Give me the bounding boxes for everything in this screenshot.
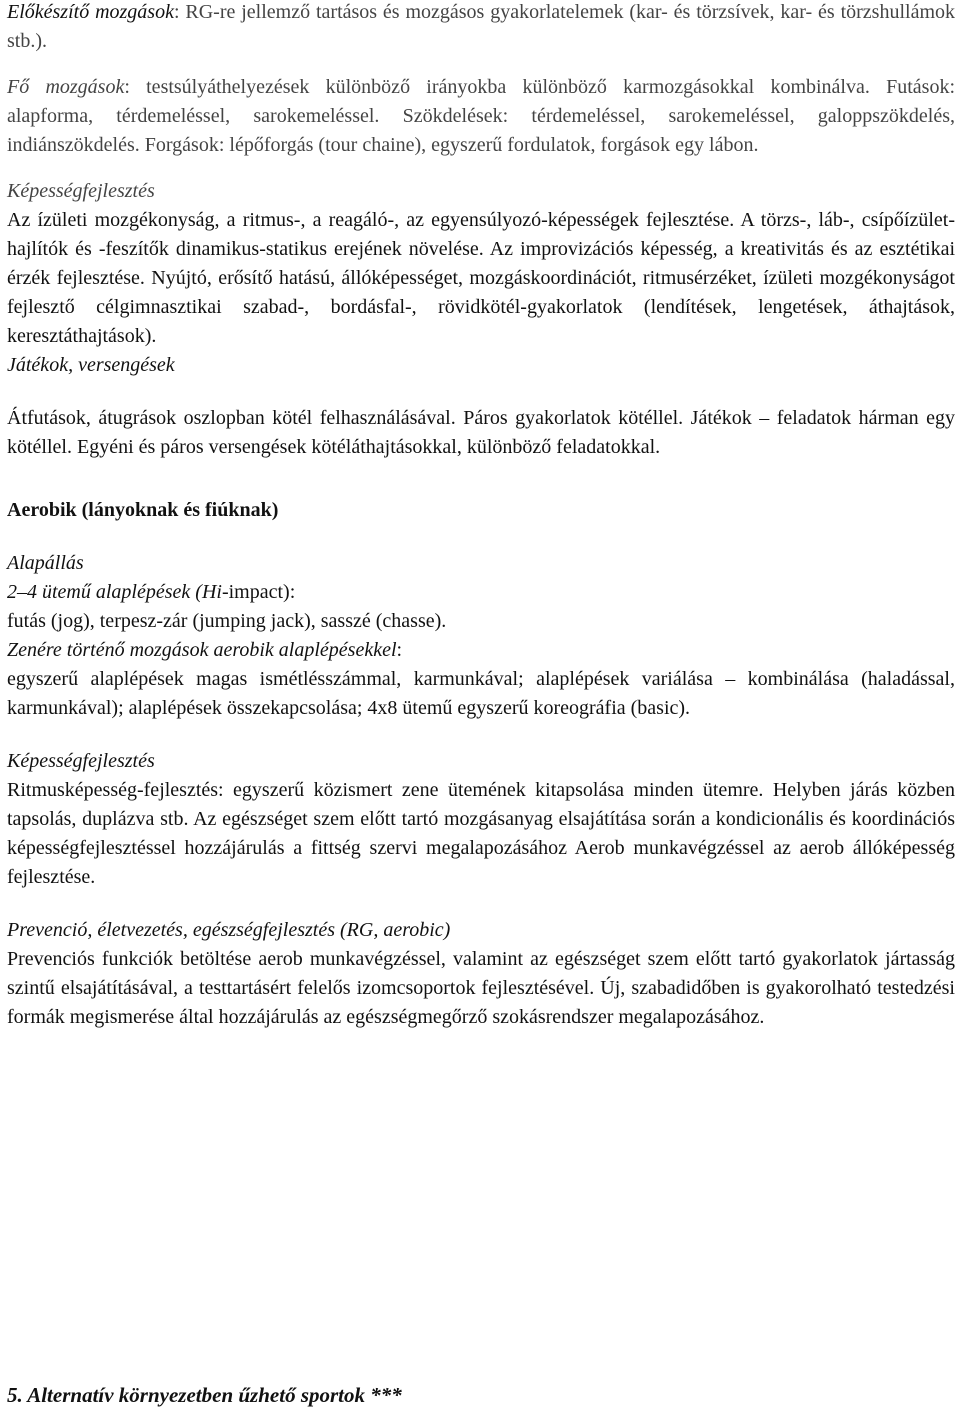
paragraph-prevencio: Prevenciós funkciók betöltése aerob munkavégzéssel, valamint az egészséget szem előtt tartó gyakorlatok jártasság szintű elsajátításával, a testtartásért felelős izomcsoportok fejlesztésével. Új, szabadidőben is gyakorolható testedzési formák megismerése által hozzájárulás az egészségmegőrző szokásrendszer megalapozásához. xyxy=(7,948,955,1028)
heading-kepessegfejlesztes-1: Képességfejlesztés xyxy=(7,180,155,202)
alaplepesek-suffix: -impact): xyxy=(221,581,296,603)
heading-kepessegfejlesztes-2: Képességfejlesztés xyxy=(7,750,155,772)
paragraph-jatekok: Átfutások, átugrások oszlopban kötél felhasználásával. Páros gyakorlatok kötéllel. Játékok – feladatok hárman egy kötéllel. Egyéni és páros versengések kötéláthajtásokkal, különböző feladatokkal. xyxy=(7,407,955,458)
text-fo-mozgasok: : testsúlyáthelyezések különböző irányokba különböző karmozgásokkal kombinálva. Futások: alapforma, térdemeléssel, sarokemeléssel. Szökdelések: térdemeléssel, sarokemeléssel, galoppszökdelés, indiánszökdelés. Forgások: lépőforgás (tour chaine), egyszerű fordulatok, forgások egy lábon. xyxy=(7,76,955,156)
heading-alaplepesek xyxy=(7,578,955,607)
heading-zenere xyxy=(7,636,955,665)
alaplepesek-hi: Hi xyxy=(201,581,222,603)
document-page xyxy=(7,0,955,1032)
heading-jatekok: Játékok, versengések xyxy=(7,354,175,376)
alaplepesek-prefix: 2–4 ütemű alaplépések ( xyxy=(7,581,202,603)
paragraph-fo-mozgasok xyxy=(7,73,955,160)
heading-alapallas: Alapállás xyxy=(7,552,84,574)
paragraph-elokeszito xyxy=(7,0,955,56)
text-elokeszito: : RG-re jellemző tartásos és mozgásos gyakorlatelemek (kar- és törzsívek, kar- és törzshullámok stb.). xyxy=(7,1,956,52)
paragraph-kepessegfejlesztes-1: Az ízületi mozgékonyság, a ritmus-, a reagáló-, az egyensúlyozó-képességek fejlesztése. A törzs-, láb-, csípőízület-hajlítók és -feszítők dinamikus-statikus erejének növelése. Az improvizációs képesség, a kreativitás és az esztétikai érzék fejlesztése. Nyújtó, erősítő hatású, állóképességet, mozgáskoordinációt, ritmusérzéket, ízületi mozgékonyságot fejlesztő célgimnasztikai szabad-, bordásfal-, rövidkötél-gyakorlatok (lendítések, lengetések, áthajtások, keresztáthajtások). xyxy=(7,209,955,347)
zenere-colon: : xyxy=(396,639,403,661)
paragraph-kepessegfejlesztes-2: Ritmusképesség-fejlesztés: egyszerű közismert zene ütemének kitapsolása minden ütemre. Helyben járás közben tapsolás, duplázva stb. Az egészséget szem előtt tartó mozgásanyag elsajátítása során a kondicionális és koordinációs képességfejlesztéssel hozzájárulás a fittség szervi megalapozásához Aerob munkavégzéssel az aerob állóképesség fejlesztése. xyxy=(7,779,955,888)
heading-prevencio: Prevenció, életvezetés, egészségfejlesztés (RG, aerobic) xyxy=(7,919,451,941)
paragraph-futas: futás (jog), terpesz-zár (jumping jack), sasszé (chasse). xyxy=(7,610,447,632)
paragraph-zenere: egyszerű alaplépések magas ismétlésszámmal, karmunkával; alaplépések variálása – kombinálása (haladással, karmunkával); alaplépések összekapcsolása; 4x8 ütemű egyszerű koreográfia (basic). xyxy=(7,668,955,719)
zenere-label: Zenére történő mozgások aerobik alaplépésekkel xyxy=(7,639,397,661)
section-heading-alternativ-sportok: 5. Alternatív környezetben űzhető sportok *** xyxy=(7,1383,402,1407)
term-fo-mozgasok: Fő mozgások xyxy=(7,76,125,98)
heading-aerobik: Aerobik (lányoknak és fiúknak) xyxy=(7,499,279,521)
term-elokeszito: Előkészítő mozgások xyxy=(7,1,174,23)
